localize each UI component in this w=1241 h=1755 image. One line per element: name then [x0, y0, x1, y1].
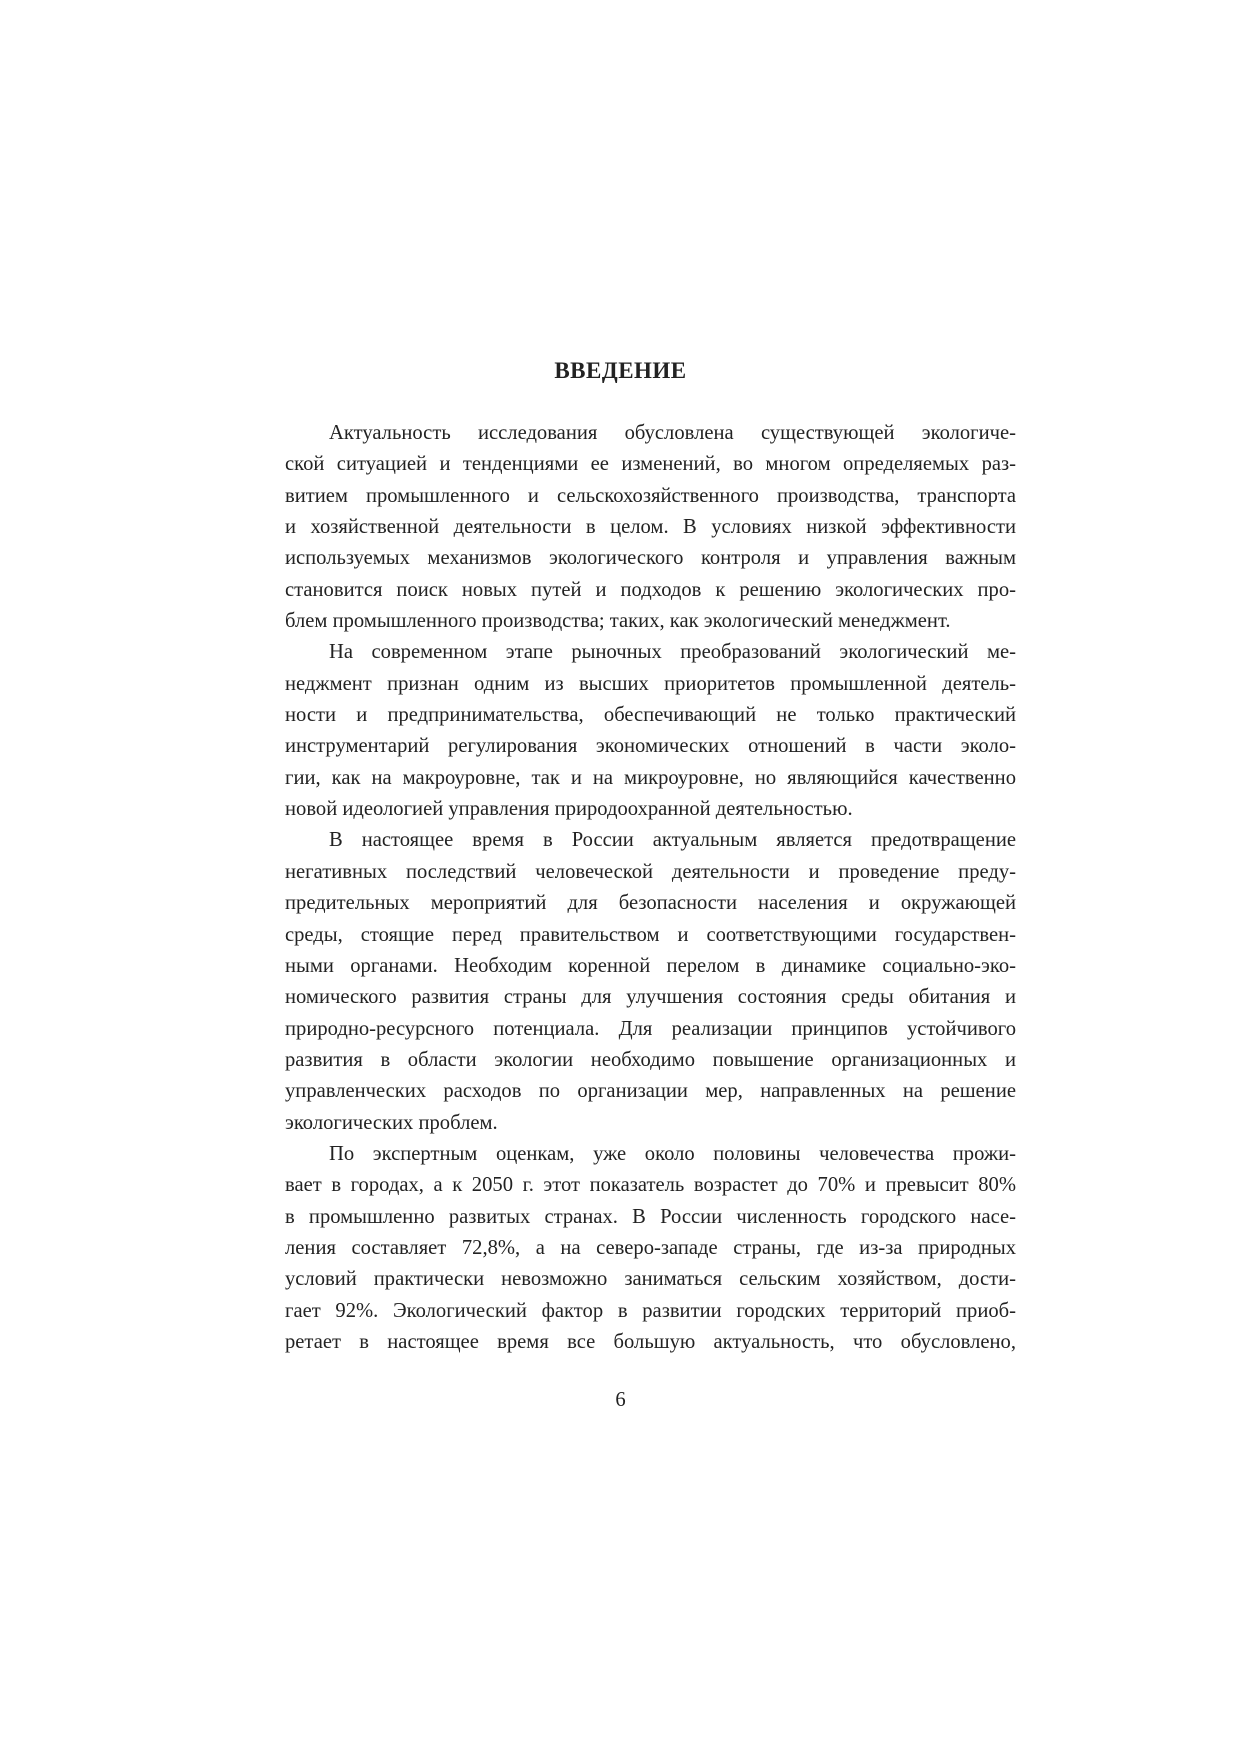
- text-line: новой идеологией управления природоохранной деятельностью.: [285, 798, 853, 821]
- text-line: условий практически невозможно заниматься сельским хозяйством, дости-: [285, 1268, 1016, 1291]
- paragraph: [285, 1139, 1016, 1358]
- text-line: ления составляет 72,8%, а на северо-западе страны, где из-за природных: [285, 1236, 1016, 1259]
- paragraph: [285, 637, 1016, 825]
- text-line: По экспертным оценкам, уже около половины человечества прожи-: [329, 1142, 1016, 1165]
- text-line: ности и предпринимательства, обеспечивающий не только практический: [285, 704, 1016, 727]
- text-line: На современном этапе рыночных преобразований экологический ме-: [329, 641, 1016, 664]
- text-line: среды, стоящие перед правительством и соответствующими государствен-: [285, 923, 1016, 946]
- text-line: предительных мероприятий для безопасности населения и окружающей: [285, 892, 1016, 915]
- text-line: ными органами. Необходим коренной перелом в динамике социально-эко-: [285, 954, 1016, 977]
- text-line: экологических проблем.: [285, 1111, 498, 1134]
- text-line: и хозяйственной деятельности в целом. В условиях низкой эффективности: [285, 516, 1016, 539]
- text-line: инструментарий регулирования экономических отношений в части эколо-: [285, 735, 1016, 758]
- page-number: 6: [615, 1389, 626, 1411]
- text-line: В настоящее время в России актуальным является предотвращение: [329, 829, 1016, 852]
- text-line: развития в области экологии необходимо повышение организационных и: [285, 1048, 1016, 1071]
- body-text: [285, 418, 1016, 1358]
- text-line: управленческих расходов по организации мер, направленных на решение: [285, 1080, 1016, 1103]
- text-line: ской ситуацией и тенденциями ее изменений, во многом определяемых раз-: [285, 453, 1016, 476]
- text-line: гии, как на макроуровне, так и на микроуровне, но являющийся качественно: [285, 766, 1016, 789]
- text-line: вает в городах, а к 2050 г. этот показатель возрастет до 70% и превысит 80%: [285, 1174, 1016, 1197]
- text-line: становится поиск новых путей и подходов к решению экологических про-: [285, 578, 1016, 601]
- paragraph: [285, 825, 1016, 1138]
- text-line: неджмент признан одним из высших приоритетов промышленной деятель-: [285, 672, 1016, 695]
- text-line: гает 92%. Экологический фактор в развитии городских территорий приоб-: [285, 1299, 1016, 1322]
- text-line: в промышленно развитых странах. В России численность городского насе-: [285, 1205, 1016, 1228]
- text-line: Актуальность исследования обусловлена существующей экологиче-: [329, 422, 1016, 444]
- text-line: ретает в настоящее время все большую актуальность, что обусловлено,: [285, 1330, 1016, 1353]
- text-line: блем промышленного производства; таких, как экологический менеджмент.: [285, 610, 951, 633]
- text-line: негативных последствий человеческой деятельности и проведение преду-: [285, 860, 1016, 883]
- text-line: используемых механизмов экологического контроля и управления важным: [285, 547, 1016, 570]
- paragraph: [285, 418, 1016, 637]
- text-line: природно-ресурсного потенциала. Для реализации принципов устойчивого: [285, 1017, 1016, 1040]
- text-line: витием промышленного и сельскохозяйственного производства, транспорта: [285, 484, 1016, 507]
- page-title: ВВЕДЕНИЕ: [554, 358, 687, 383]
- text-line: номического развития страны для улучшения состояния среды обитания и: [285, 986, 1016, 1009]
